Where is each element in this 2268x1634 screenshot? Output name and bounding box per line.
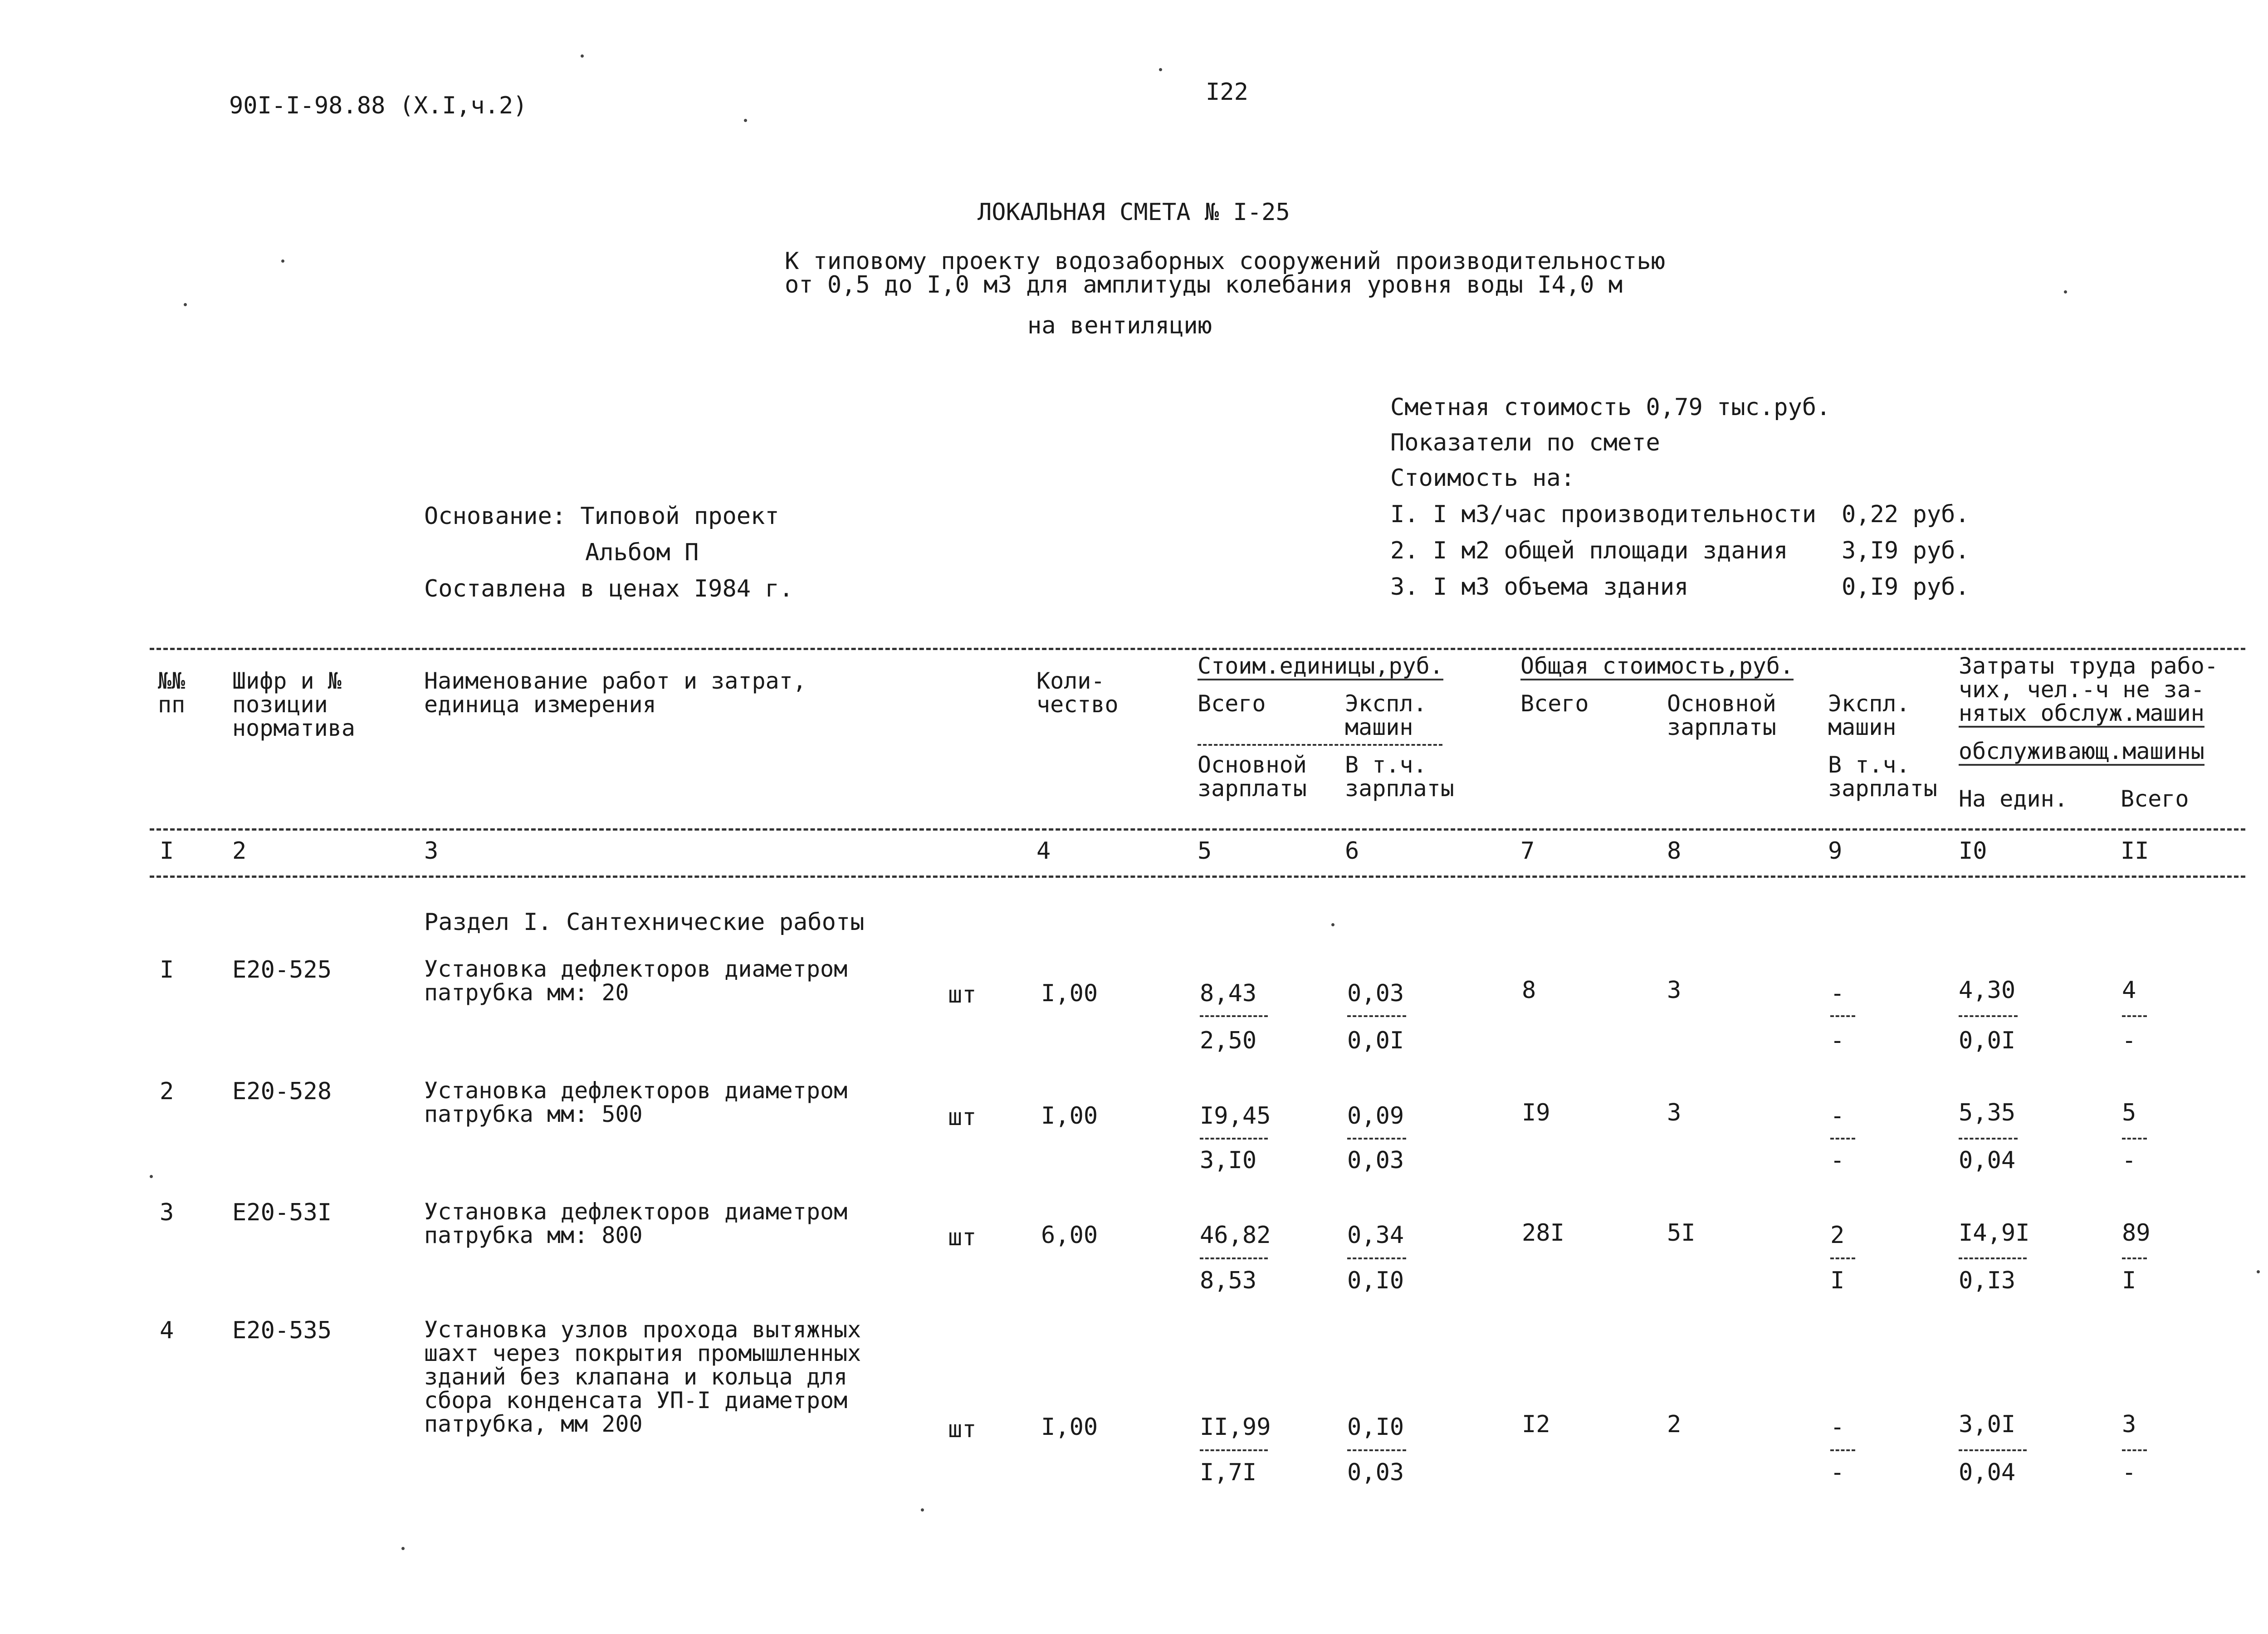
- header-col4: Коли- чество: [1036, 668, 1119, 718]
- header-c6-top: Экспл. машин: [1345, 690, 1427, 740]
- basis-line-1: Основание: Типовой проект: [424, 503, 779, 530]
- row-code: Е20-525: [232, 956, 332, 983]
- row-c10-top: 5,35: [1959, 1099, 2016, 1126]
- scan-speck: [401, 1547, 405, 1550]
- row-c7: 28I: [1522, 1219, 1564, 1247]
- page-title: ЛОКАЛЬНАЯ СМЕТА № I-25: [978, 199, 1290, 226]
- fraction-rule: [1959, 1257, 2027, 1259]
- fraction-rule: [1347, 1449, 1406, 1451]
- row-c6-bottom: 0,03: [1347, 1459, 1404, 1486]
- fraction-rule: [1959, 1015, 2018, 1017]
- row-c6-top: 0,I0: [1347, 1414, 1404, 1441]
- row-c5-top: II,99: [1200, 1414, 1271, 1441]
- row-c11-top: 5: [2122, 1099, 2136, 1126]
- section-title: Раздел I. Сантехнические работы: [424, 909, 865, 936]
- row-c6-top: 0,09: [1347, 1102, 1404, 1130]
- row-c11-top: 89: [2122, 1219, 2151, 1247]
- row-c8: 5I: [1667, 1219, 1696, 1247]
- table-header-rule: [150, 828, 2245, 831]
- cost-on-label: Стоимость на:: [1390, 465, 1575, 492]
- document-code: 90I-I-98.88 (X.I,ч.2): [229, 92, 528, 119]
- scan-speck: [2257, 1270, 2260, 1273]
- row-c5-bottom: 3,I0: [1200, 1147, 1257, 1174]
- row-c9-bottom: I: [1830, 1267, 1845, 1294]
- row-unit: шт: [948, 1224, 977, 1251]
- row-c7: I2: [1522, 1411, 1550, 1438]
- scan-speck: [921, 1508, 924, 1512]
- fraction-rule: [2122, 1138, 2147, 1140]
- scan-speck: [150, 1175, 153, 1178]
- header-c8: Основной зарплаты: [1667, 690, 1776, 740]
- fraction-rule: [1830, 1449, 1855, 1451]
- scan-speck: [281, 259, 284, 263]
- colnum-9: 9: [1828, 837, 1843, 865]
- row-c9-top: -: [1830, 1102, 1845, 1130]
- indicator-2-label: 2. I м2 общей площади здания: [1390, 537, 1788, 564]
- row-c6-bottom: 0,03: [1347, 1147, 1404, 1174]
- row-c5-bottom: 8,53: [1200, 1267, 1257, 1294]
- row-c6-top: 0,03: [1347, 980, 1404, 1007]
- row-qty: I,00: [1041, 1102, 1098, 1130]
- row-c9-bottom: -: [1830, 1459, 1845, 1486]
- scan-speck: [744, 119, 747, 122]
- row-c5-top: 8,43: [1200, 980, 1257, 1007]
- row-c5-bottom: 2,50: [1200, 1027, 1257, 1054]
- header-labor-group-line4: обслуживающ.машины: [1959, 739, 2204, 766]
- row-c10-bottom: 0,0I: [1959, 1027, 2016, 1054]
- fraction-rule: [1200, 1449, 1268, 1451]
- row-name: Установка узлов прохода вытяжных шахт через покрытия промышленных зданий без клапана и кольца для сбора конденсата УП-I диаметром патрубка, мм 200: [424, 1316, 861, 1437]
- colnum-5: 5: [1198, 837, 1212, 865]
- row-c10-top: I4,9I: [1959, 1219, 2030, 1247]
- indicator-1-label: I. I м3/час производительности: [1390, 501, 1817, 528]
- row-c9-top: -: [1830, 980, 1845, 1007]
- row-c9-bottom: -: [1830, 1027, 1845, 1054]
- colnum-6: 6: [1345, 837, 1359, 865]
- row-name: Установка дефлекторов диаметром патрубка мм: 20: [424, 956, 848, 1006]
- row-code: Е20-53I: [232, 1199, 332, 1226]
- row-unit: шт: [948, 1104, 977, 1131]
- header-c6-bottom: В т.ч. зарплаты: [1345, 752, 1454, 802]
- row-name: Установка дефлекторов диаметром патрубка мм: 500: [424, 1077, 848, 1127]
- header-divider-c5-c6: [1198, 744, 1442, 746]
- fraction-rule: [1200, 1138, 1268, 1140]
- fraction-rule: [1830, 1138, 1855, 1140]
- row-c9-top: 2: [1830, 1222, 1845, 1249]
- colnum-7: 7: [1520, 837, 1535, 865]
- row-c5-top: I9,45: [1200, 1102, 1271, 1130]
- subtitle-line-1: К типовому проекту водозаборных сооружений производительностью: [785, 248, 1666, 275]
- header-c5-top: Всего: [1198, 690, 1266, 717]
- scan-speck: [1159, 68, 1162, 71]
- fraction-rule: [1347, 1015, 1406, 1017]
- row-number: 2: [160, 1078, 174, 1105]
- row-c7: 8: [1522, 977, 1536, 1004]
- colnum-4: 4: [1036, 837, 1051, 865]
- row-c10-bottom: 0,I3: [1959, 1267, 2016, 1294]
- header-c7: Всего: [1520, 690, 1589, 717]
- subtitle-line-2: от 0,5 до I,0 м3 для амплитуды колебания уровня воды I4,0 м: [785, 271, 1623, 298]
- scan-speck: [184, 303, 187, 306]
- colnum-11: II: [2121, 837, 2149, 865]
- header-total-cost-group: Общая стоимость,руб.: [1520, 654, 1794, 680]
- row-number: I: [160, 956, 174, 983]
- header-col1: №№ пп: [158, 668, 186, 718]
- colnum-1: I: [160, 837, 174, 865]
- header-col2: Шифр и № позиции норматива: [232, 668, 355, 741]
- fraction-rule: [1200, 1257, 1268, 1259]
- header-col3: Наименование работ и затрат, единица измерения: [424, 668, 807, 718]
- page-number: I22: [1206, 78, 1248, 106]
- row-c10-top: 4,30: [1959, 977, 2016, 1004]
- table-colnum-rule: [150, 876, 2245, 878]
- row-c5-top: 46,82: [1200, 1222, 1271, 1249]
- row-c8: 2: [1667, 1411, 1681, 1438]
- estimated-cost: Сметная стоимость 0,79 тыс.руб.: [1390, 394, 1831, 421]
- row-c11-bottom: -: [2122, 1147, 2136, 1174]
- colnum-2: 2: [232, 837, 247, 865]
- row-c5-bottom: I,7I: [1200, 1459, 1257, 1486]
- colnum-3: 3: [424, 837, 439, 865]
- row-c9-top: -: [1830, 1414, 1845, 1441]
- indicator-3-value: 0,I9 руб.: [1842, 573, 1970, 601]
- row-number: 3: [160, 1199, 174, 1226]
- row-c8: 3: [1667, 1099, 1681, 1126]
- indicator-3-label: 3. I м3 объема здания: [1390, 573, 1689, 601]
- header-labor-group: Затраты труда рабо- чих, чел.-ч не за-: [1959, 653, 2218, 703]
- table-top-rule: [150, 648, 2245, 650]
- row-c11-bottom: -: [2122, 1459, 2136, 1486]
- row-c10-top: 3,0I: [1959, 1411, 2016, 1438]
- header-c5-bottom: Основной зарплаты: [1198, 752, 1307, 802]
- row-c6-bottom: 0,I0: [1347, 1267, 1404, 1294]
- row-qty: 6,00: [1041, 1222, 1098, 1249]
- scan-speck: [1331, 923, 1334, 926]
- header-c9-bottom: В т.ч. зарплаты: [1828, 752, 1937, 802]
- fraction-rule: [1200, 1015, 1268, 1017]
- fraction-rule: [1347, 1257, 1406, 1259]
- subtitle-line-3: на вентиляцию: [1027, 312, 1212, 339]
- row-code: Е20-535: [232, 1317, 332, 1344]
- scan-speck: [2064, 290, 2067, 294]
- header-c9-top: Экспл. машин: [1828, 690, 1910, 740]
- indicators-label: Показатели по смете: [1390, 429, 1660, 456]
- header-labor-group-line3: нятых обслуж.машин: [1959, 701, 2204, 728]
- basis-line-3: Составлена в ценах I984 г.: [424, 575, 793, 602]
- fraction-rule: [1959, 1449, 2027, 1451]
- scan-speck: [581, 54, 584, 58]
- row-c10-bottom: 0,04: [1959, 1459, 2016, 1486]
- row-c11-bottom: I: [2122, 1267, 2136, 1294]
- fraction-rule: [1347, 1138, 1406, 1140]
- row-c11-bottom: -: [2122, 1027, 2136, 1054]
- fraction-rule: [1830, 1015, 1855, 1017]
- fraction-rule: [1830, 1257, 1855, 1259]
- row-qty: I,00: [1041, 980, 1098, 1007]
- indicator-2-value: 3,I9 руб.: [1842, 537, 1970, 564]
- row-c6-bottom: 0,0I: [1347, 1027, 1404, 1054]
- row-code: Е20-528: [232, 1078, 332, 1105]
- row-unit: шт: [948, 1416, 977, 1443]
- indicator-1-value: 0,22 руб.: [1842, 501, 1970, 528]
- row-unit: шт: [948, 981, 977, 1008]
- header-c10: На един.: [1959, 786, 2068, 812]
- row-c7: I9: [1522, 1099, 1550, 1126]
- row-number: 4: [160, 1317, 174, 1344]
- row-c6-top: 0,34: [1347, 1222, 1404, 1249]
- fraction-rule: [2122, 1449, 2147, 1451]
- colnum-8: 8: [1667, 837, 1681, 865]
- fraction-rule: [1959, 1138, 2018, 1140]
- row-c9-bottom: -: [1830, 1147, 1845, 1174]
- fraction-rule: [2122, 1015, 2147, 1017]
- row-c11-top: 3: [2122, 1411, 2136, 1438]
- row-name: Установка дефлекторов диаметром патрубка мм: 800: [424, 1199, 848, 1248]
- colnum-10: I0: [1959, 837, 1987, 865]
- row-qty: I,00: [1041, 1414, 1098, 1441]
- row-c10-bottom: 0,04: [1959, 1147, 2016, 1174]
- header-unit-cost-group: Стоим.единицы,руб.: [1198, 654, 1443, 680]
- row-c8: 3: [1667, 977, 1681, 1004]
- basis-line-2: Альбом П: [585, 539, 699, 566]
- fraction-rule: [2122, 1257, 2147, 1259]
- row-c11-top: 4: [2122, 977, 2136, 1004]
- header-c11: Всего: [2121, 786, 2189, 812]
